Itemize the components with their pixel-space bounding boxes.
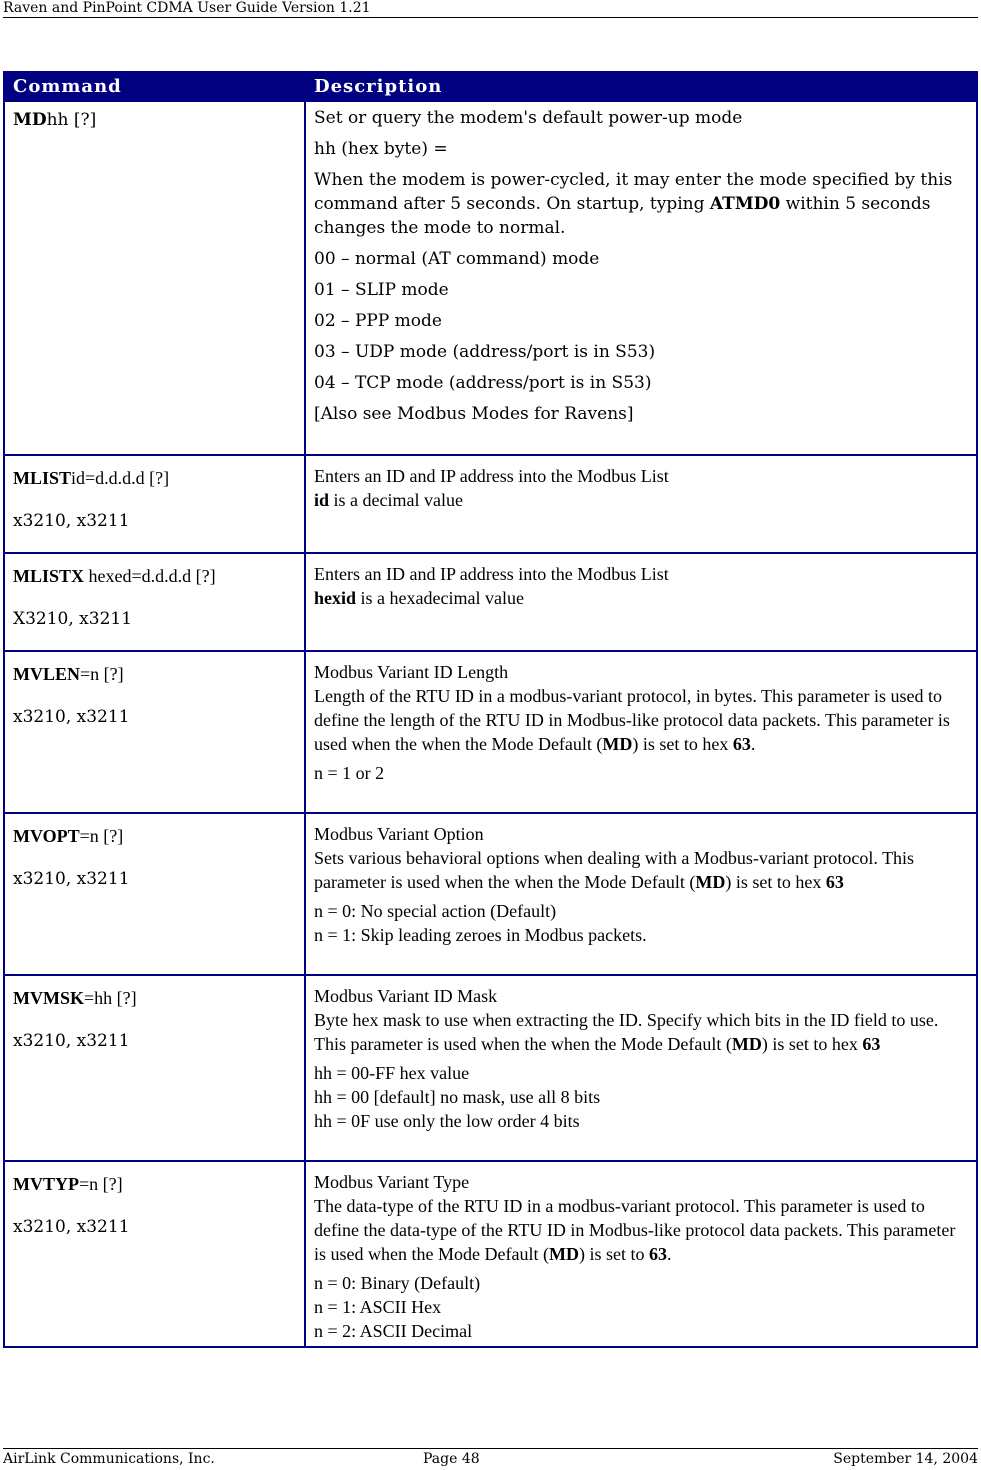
command-keyword: MD [13, 110, 47, 130]
mode-option: 01 – SLIP mode [314, 280, 449, 300]
command-args: id=d.d.d.d [?] [71, 468, 170, 488]
description-title: Modbus Variant ID Mask [314, 986, 498, 1006]
register-note: X3210, x3211 [13, 609, 133, 629]
mode-option: 02 – PPP mode [314, 311, 442, 331]
command-table [3, 71, 978, 1348]
running-header: Raven and PinPoint CDMA User Guide Version 1.21 [3, 0, 978, 18]
mode-option: 03 – UDP mode (address/port is in S53) [314, 342, 656, 362]
command-cell [4, 101, 305, 455]
table-row [4, 1161, 977, 1347]
value-option: n = 1 or 2 [314, 763, 385, 783]
description-cell [305, 455, 977, 553]
description-title: Modbus Variant Type [314, 1172, 470, 1192]
description-cell [305, 1161, 977, 1347]
table-row [4, 651, 977, 813]
description-paragraph: Modbus Variant Option Sets various behavioral options when dealing with a Modbus-variant protocol. This parameter is used when the when the Mode Default (MD) is set to hex 63 [314, 822, 968, 894]
command-keyword: MLISTX [13, 566, 85, 586]
table-row [4, 975, 977, 1161]
value-option: hh = 00 [default] no mask, use all 8 bits [314, 1087, 601, 1107]
command-args: hh [?] [46, 110, 97, 130]
description-cell [305, 553, 977, 651]
command-example: ATMD0 [709, 194, 781, 214]
table-row [4, 553, 977, 651]
command-name [13, 468, 296, 489]
command-cell [4, 813, 305, 975]
command-args: =n [?] [79, 826, 124, 846]
mode-option: 04 – TCP mode (address/port is in S53) [314, 373, 652, 393]
command-cell [4, 455, 305, 553]
command-keyword: MVLEN [13, 664, 80, 684]
command-name [13, 664, 296, 685]
description-title: Enters an ID and IP address into the Modbus List [314, 564, 669, 584]
command-keyword: MLIST [13, 468, 72, 488]
command-keyword: MVMSK [13, 988, 84, 1008]
table-row [4, 455, 977, 553]
description-cell [305, 975, 977, 1161]
description-paragraph: Modbus Variant ID Mask Byte hex mask to use when extracting the ID. Specify which bits in the ID field to use. This parameter is used when the when the Mode Default (MD) is set to hex 63 [314, 984, 968, 1056]
register-note: x3210, x3211 [13, 869, 130, 889]
command-name [13, 1174, 296, 1195]
footer-page-number: Page 48 [423, 1451, 480, 1467]
description-line: hh (hex byte) = [314, 139, 448, 159]
register-note: x3210, x3211 [13, 707, 130, 727]
footer-company: AirLink Communications, Inc. [3, 1451, 215, 1467]
table-row [4, 101, 977, 455]
value-option: n = 2: ASCII Decimal [314, 1321, 473, 1341]
footer-date: September 14, 2004 [833, 1451, 978, 1467]
description-line: Set or query the modem's default power-up mode [314, 108, 743, 128]
description-title: Modbus Variant Option [314, 824, 484, 844]
value-option: n = 1: Skip leading zeroes in Modbus packets. [314, 925, 647, 945]
value-option: hh = 00-FF hex value [314, 1063, 470, 1083]
mode-option: 00 – normal (AT command) mode [314, 249, 600, 269]
register-note: x3210, x3211 [13, 1031, 130, 1051]
description-param: id is a decimal value [314, 490, 463, 510]
description-paragraph: When the modem is power-cycled, it may enter the mode specified by this command after 5 seconds. On startup, typing ATMD0 within 5 seconds changes the mode to normal. [314, 170, 953, 238]
command-args: =hh [?] [84, 988, 137, 1008]
command-cell [4, 651, 305, 813]
description-title: Enters an ID and IP address into the Modbus List [314, 466, 669, 486]
column-header-description: Description [305, 72, 977, 101]
description-title: Modbus Variant ID Length [314, 662, 509, 682]
table-header-row [4, 72, 977, 101]
value-option: n = 1: ASCII Hex [314, 1297, 442, 1317]
value-option: n = 0: No special action (Default) [314, 901, 557, 921]
command-cell [4, 975, 305, 1161]
value-option: n = 0: Binary (Default) [314, 1273, 481, 1293]
value-option: hh = 0F use only the low order 4 bits [314, 1111, 580, 1131]
command-name [13, 988, 296, 1009]
register-note: x3210, x3211 [13, 1217, 130, 1237]
command-keyword: MVOPT [13, 826, 80, 846]
see-also-note: [Also see Modbus Modes for Ravens] [314, 404, 634, 424]
command-args: hexed=d.d.d.d [?] [84, 566, 216, 586]
description-cell [305, 651, 977, 813]
table-row [4, 813, 977, 975]
description-paragraph: Modbus Variant ID Length Length of the RTU ID in a modbus-variant protocol, in bytes. This parameter is used to define the length of the RTU ID in Modbus-like protocol data packets. This parameter is used when the when the Mode Default (MD) is set to hex 63. [314, 660, 968, 756]
description-paragraph: Modbus Variant Type The data-type of the RTU ID in a modbus-variant protocol. This parameter is used to define the data-type of the RTU ID in Modbus-like protocol data packets. This parameter is used when the Mode Default (MD) is set to 63. [314, 1170, 968, 1266]
description-param: hexid is a hexadecimal value [314, 588, 524, 608]
column-header-command: Command [4, 72, 305, 101]
description-cell [305, 101, 977, 455]
command-args: =n [?] [80, 664, 124, 684]
page-footer [3, 1448, 978, 1469]
command-cell [4, 553, 305, 651]
register-note: x3210, x3211 [13, 511, 130, 531]
command-name [13, 566, 296, 587]
command-args: =n [?] [79, 1174, 123, 1194]
command-keyword: MVTYP [13, 1174, 79, 1194]
description-cell [305, 813, 977, 975]
command-name [13, 110, 296, 130]
command-cell [4, 1161, 305, 1347]
command-name [13, 826, 296, 847]
